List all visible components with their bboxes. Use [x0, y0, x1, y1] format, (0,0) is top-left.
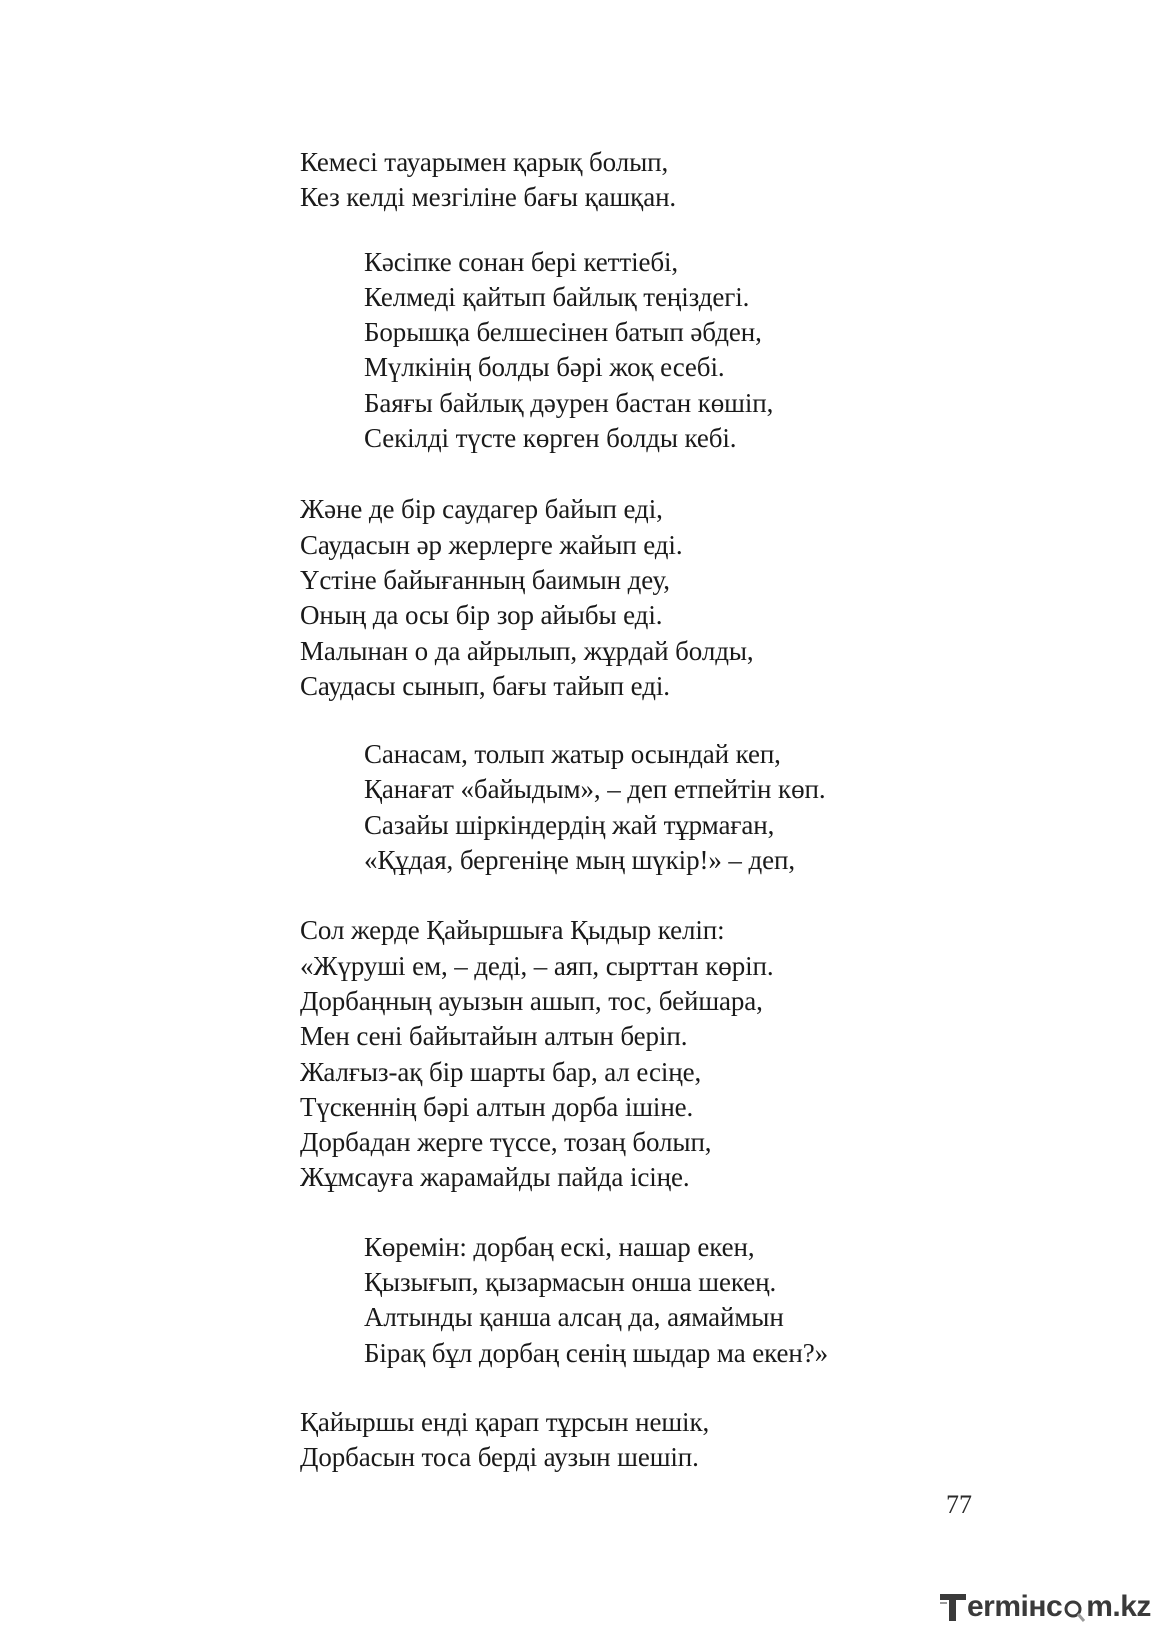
poem-line: Қанағат «байыдым», – деп етпейтін көп. — [364, 774, 826, 805]
poem-line: Саудасын әр жерлерге жайып еді. — [300, 529, 683, 560]
magnifier-icon — [1063, 1597, 1085, 1621]
poem-line: Кәсіпке сонан бері кеттіебі, — [364, 246, 679, 277]
poem-line: Баяғы байлық дәурен бастан көшіп, — [364, 387, 774, 418]
poem-line: Кез келді мезгіліне бағы қашқан. — [300, 182, 677, 213]
poem-line: Сазайы шіркіндердің жай тұрмаған, — [364, 809, 775, 840]
stanza-7 — [300, 1405, 1020, 1476]
poem-line: «Жүруші ем, – деді, – аяп, сырттан көріп. — [300, 950, 774, 981]
poem-line: Мүлкінің болды бәрі жоқ есебі. — [364, 352, 725, 383]
poem-line: Үстіне байығанның баимын деу, — [300, 564, 670, 595]
poem-line: Малынан о да айрылып, жұрдай болды, — [300, 635, 754, 666]
poem-line: Түскеннің бәрі алтын дорба ішіне. — [300, 1091, 694, 1122]
poem-line: Дорбасын тоса берді аузын шешіп. — [300, 1442, 699, 1473]
poem-line: Кемесі тауарымен қарық болып, — [300, 147, 669, 177]
stanza-4 — [300, 737, 1020, 878]
stanza-3 — [300, 492, 1020, 704]
poem-line: Саудасы сынып, бағы тайып еді. — [300, 670, 670, 701]
poem-line: Бірақ бұл дорбаң сенің шыдар ма екен?» — [364, 1337, 829, 1368]
poem-body — [300, 145, 1020, 1476]
poem-line: Оның да осы бір зор айыбы еді. — [300, 600, 663, 631]
poem-line: Жалғыз-ақ бір шарты бар, ал есіңе, — [300, 1056, 702, 1087]
stanza-6 — [300, 1230, 1020, 1371]
poem-line: Қайыршы енді қарап тұрсын нешік, — [300, 1406, 710, 1437]
terminkom-t-logo-icon — [940, 1591, 966, 1623]
terminkom-watermark — [940, 1587, 1151, 1627]
stanza-1 — [300, 145, 1020, 216]
poem-line: Алтынды қанша алсаң да, аямаймын — [364, 1302, 784, 1333]
poem-line: Және де бір саудагер байып еді, — [300, 494, 663, 525]
watermark-text-end: m.kz — [1086, 1590, 1151, 1623]
watermark-text-start: ermінc — [967, 1590, 1063, 1623]
page-number: 77 — [946, 1490, 972, 1519]
poem-line: Борышқа белшесінен батып әбден, — [364, 317, 762, 348]
poem-line: Санасам, толып жатыр осындай кеп, — [364, 739, 781, 770]
poem-line: Жұмсауға жарамайды пайда ісіңе. — [300, 1162, 690, 1193]
poem-line: Дорбадан жерге түссе, тозаң болып, — [300, 1127, 712, 1158]
poem-line: Қызығып, қызармасын онша шекең. — [364, 1267, 777, 1298]
poem-line: Келмеді қайтып байлық теңіздегі. — [364, 281, 750, 312]
poem-line: Дорбаңның ауызын ашып, тос, бейшара, — [300, 985, 763, 1016]
poem-line: Сол жерде Қайыршыға Қыдыр келіп: — [300, 915, 725, 946]
poem-line: «Құдая, бергеніңе мың шүкір!» – деп, — [364, 845, 795, 876]
stanza-2 — [300, 245, 1020, 457]
poem-line: Мен сені байытайын алтын беріп. — [300, 1021, 688, 1052]
stanza-5 — [300, 913, 1020, 1195]
poem-line: Секілді түсте көрген болды кебі. — [364, 423, 737, 454]
poem-line: Көремін: дорбаң ескі, нашар екен, — [364, 1231, 755, 1262]
